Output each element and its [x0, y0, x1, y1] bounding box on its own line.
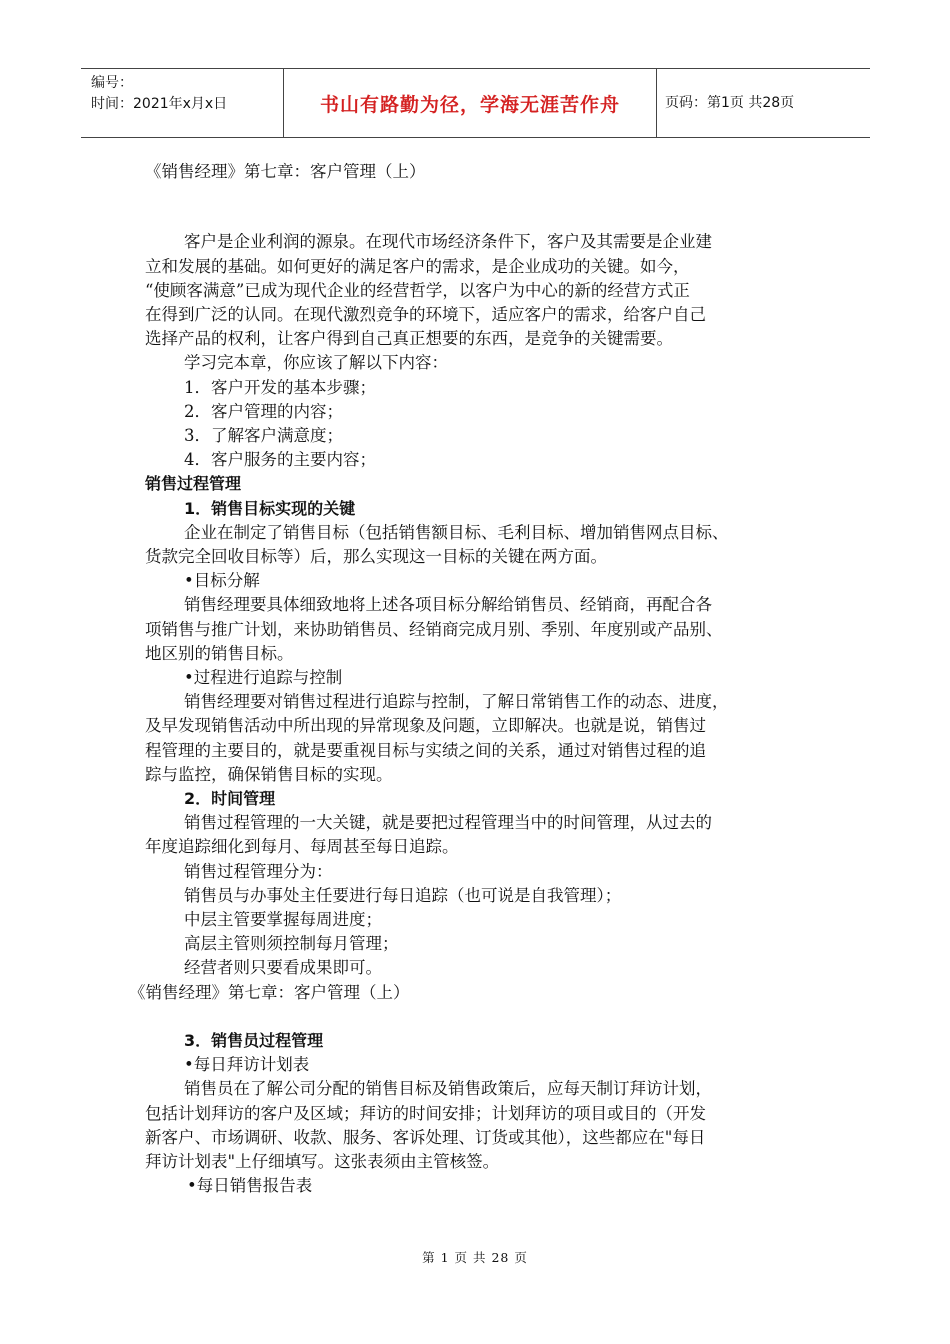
section-heading: 销售过程管理	[145, 474, 242, 494]
bullet-daily-sales-report: •每日销售报告表	[187, 1176, 313, 1196]
header-motto: 书山有路勤为径，学海无涯苦作舟	[319, 93, 620, 116]
subsection-heading-3: 3．销售员过程管理	[184, 1031, 324, 1051]
header-divider-right	[656, 69, 657, 137]
s2-paragraph-line: 年度追踪细化到每月、每周甚至每日追踪。	[145, 837, 459, 857]
bullet2-line: 及早发现销售活动中所出现的异常现象及问题，立即解决。也就是说，销售过	[145, 716, 706, 736]
intro-line: 立和发展的基础。如何更好的满足客户的需求，是企业成功的关键。如今，	[145, 256, 690, 276]
bullet-daily-visit-plan: •每日拜访计划表	[184, 1055, 310, 1075]
document-date-label: 时间：2021年x月x日	[91, 96, 228, 112]
s2-list-item: 中层主管要掌握每周进度；	[184, 910, 382, 930]
intro-line: 客户是企业利润的源泉。在现代市场经济条件下，客户及其需要是企业建	[184, 232, 712, 252]
learn-item: 4．客户服务的主要内容；	[184, 450, 376, 470]
learn-item: 3．了解客户满意度；	[184, 426, 343, 446]
chapter-title: 《销售经理》第七章：客户管理（上）	[145, 162, 426, 181]
subsection-heading-1: 1．销售目标实现的关键	[184, 498, 356, 518]
s2-list-item: 销售员与办事处主任要进行每日追踪（也可说是自我管理）；	[184, 885, 622, 905]
learn-intro: 学习完本章，你应该了解以下内容：	[184, 353, 448, 373]
s1-paragraph-line: 货款完全回收目标等）后，那么实现这一目标的关键在两方面。	[145, 547, 607, 567]
header-page-label: 页码：第1页 共28页	[665, 95, 795, 111]
s1-paragraph-line: 企业在制定了销售目标（包括销售额目标、毛利目标、增加销售网点目标、	[184, 522, 729, 542]
bullet2-line: 踪与监控，确保销售目标的实现。	[145, 764, 393, 784]
bullet2-line: 销售经理要对销售过程进行追踪与控制，了解日常销售工作的动态、进度，	[184, 692, 729, 712]
learn-item: 2．客户管理的内容；	[184, 401, 343, 421]
bullet2-line: 程管理的主要目的，就是要重视目标与实绩之间的关系，通过对销售过程的追	[145, 740, 706, 760]
header-meta	[91, 73, 227, 115]
chapter-title-repeat: 《销售经理》第七章：客户管理（上）	[129, 982, 410, 1002]
bullet3-line: 包括计划拜访的客户及区域；拜访的时间安排；计划拜访的项目或目的（开发	[145, 1103, 706, 1123]
bullet-process-tracking: •过程进行追踪与控制	[184, 668, 343, 688]
intro-line: 在得到广泛的认同。在现代激烈竞争的环境下，适应客户的需求，给客户自己	[145, 305, 706, 324]
intro-line: “使顾客满意”已成为现代企业的经营哲学，以客户为中心的新的经营方式正	[145, 280, 690, 300]
s2-list-item: 经营者则只要看成果即可。	[184, 958, 382, 978]
s2-list-item: 销售过程管理分为：	[184, 861, 333, 881]
page-header	[81, 68, 870, 138]
document-body	[129, 160, 825, 1199]
document-number-label: 编号：	[91, 75, 133, 91]
bullet1-line: 销售经理要具体细致地将上述各项目标分解给销售员、经销商，再配合各	[184, 595, 712, 615]
bullet1-line: 地区别的销售目标。	[145, 643, 294, 663]
bullet1-line: 项销售与推广计划，来协助销售员、经销商完成月别、季别、年度别或产品别、	[145, 619, 723, 639]
learn-item: 1．客户开发的基本步骤；	[184, 377, 376, 397]
intro-line: 选择产品的权利，让客户得到自己真正想要的东西，是竞争的关键需要。	[145, 329, 673, 349]
s2-list-item: 高层主管则须控制每月管理；	[184, 934, 399, 954]
bullet3-line: 新客户、市场调研、收款、服务、客诉处理、订货或其他），这些都应在"每日	[145, 1127, 706, 1147]
bullet3-line: 销售员在了解公司分配的销售目标及销售政策后，应每天制订拜访计划，	[184, 1079, 712, 1099]
s2-paragraph-line: 销售过程管理的一大关键，就是要把过程管理当中的时间管理，从过去的	[184, 813, 712, 833]
page-footer: 第 1 页 共 28 页	[422, 1250, 528, 1265]
subsection-heading-2: 2．时间管理	[184, 789, 276, 809]
bullet3-line: 拜访计划表"上仔细填写。这张表须由主管核签。	[145, 1152, 500, 1172]
bullet-goal-breakdown: •目标分解	[184, 571, 260, 591]
